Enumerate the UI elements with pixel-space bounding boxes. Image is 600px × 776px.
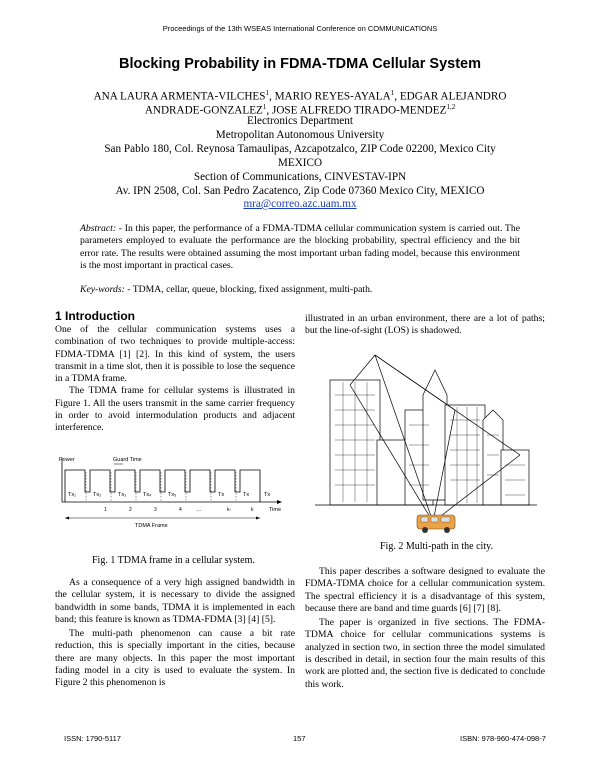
slot-index: ... — [197, 507, 202, 513]
author-5: , JOSE ALFREDO TIRADO-MENDEZ — [266, 104, 447, 117]
footer-isbn: ISBN: 978-960-474-098-7 — [460, 734, 546, 743]
affil-country-1: MEXICO — [277, 157, 323, 169]
intro-paragraph-1: One of the cellular communication systems uses a combination of two techniques to provide multiple-access: FDMA-TDMA [1] [2]. In this kind of system, the users transmit in a time slot, then it is possible to lose the sequence in a TDMA frame. — [55, 324, 295, 385]
affil-address-2: Av. IPN 2508, Col. San Pedro Zacatenco, Zip Code 07360 Mexico City, MEXICO — [115, 185, 485, 197]
intro-paragraph-2: The TDMA frame for cellular systems is illustrated in Figure 1. All the users transmit in the same carrier frequency in order to avoid intermodulation products and adjacent interference. — [55, 385, 295, 434]
building — [377, 440, 409, 505]
intro-paragraph-3: As a consequence of a very high assigned bandwidth in the cellular system, it is necessary to divide the assigned bandwidth in some bands, TDMA it is implemented in each band; this feature is known as TDMA-FDMA [3] [4] [5]. — [55, 577, 295, 625]
affil-section: Section of Communications, CINVESTAV-IPN — [193, 171, 407, 183]
slot-index: 2 — [129, 507, 132, 513]
abstract-label: Abstract: — [80, 223, 117, 234]
figure-1-caption: Fig. 1 TDMA frame in a cellular system. — [92, 555, 255, 566]
affil-email-line — [40, 197, 560, 211]
frame-span-arrow-right — [256, 517, 260, 520]
footer-issn: ISSN: 1790-5117 — [64, 734, 121, 743]
slot-label: Tx — [264, 492, 271, 498]
right-paragraph-2: This paper describes a software designed to evaluate the FDMA-TDMA choice for a cellular communication system. The spectral efficiency it is a disadvantage of this system, because there are band and time guards [6] [7] [8]. — [305, 566, 545, 614]
paper-title: Blocking Probability in FDMA-TDMA Cellular System — [118, 56, 481, 72]
author-1: ANA LAURA ARMENTA-VILCHES — [93, 90, 266, 103]
building — [501, 450, 529, 505]
left-column-bottom — [55, 577, 295, 690]
running-header: Proceedings of the 13th WSEAS International Conference on COMMUNICATIONS — [162, 24, 438, 33]
author-5-affil: 1,2 — [446, 103, 456, 111]
slot-index: 1 — [104, 507, 107, 513]
left-column-top — [55, 324, 295, 435]
figure-2-multipath-city — [305, 350, 545, 540]
right-column-bottom — [305, 566, 545, 691]
affil-dept: Electronics Department — [247, 115, 353, 127]
right-paragraph-1: illustrated in an urban environment, there are a lot of paths; but the line-of-sight (LOS) is shadowed. — [305, 313, 545, 337]
guard-time-label: Guard Time — [113, 457, 142, 463]
right-paragraph-3: The paper is organized in five sections. The FDMA-TDMA choice for cellular communications systems is analyzed in section two, in section three the model simulated is described in detail, in section four the main results of this work are plotted and, the section five is dedicated to conclude this work. — [305, 617, 545, 690]
affil-address-1: San Pablo 180, Col. Reynosa Tamaulipas, Azcapotzalco, ZIP Code 02200, Mexico City — [104, 143, 496, 155]
figure-2-caption: Fig. 2 Multi-path in the city. — [380, 541, 493, 552]
slot-label: Tx — [218, 492, 225, 498]
vehicle-van — [417, 515, 455, 533]
author-1-affil: 1 — [265, 89, 269, 97]
keywords — [80, 284, 520, 296]
author-2: , MARIO REYES-AYALA — [268, 90, 391, 103]
abstract — [80, 223, 520, 272]
footer-page-number: 157 — [293, 734, 306, 743]
slot-label: Tx₅ — [168, 492, 177, 498]
time-axis-arrow — [277, 500, 282, 504]
right-column-top — [305, 313, 545, 338]
building — [483, 410, 503, 505]
time-label: Time — [269, 507, 282, 513]
author-2-affil: 1 — [390, 89, 395, 97]
tower-building — [423, 370, 447, 500]
abstract-text: - In this paper, the performance of a FDMA-TDMA cellular communication system is carried out. The parameters employed to evaluate the performance are the blocking probability, spectral efficiency and the bit error rate. The results were obtained assuming the most important urban fading model, because this environment is the most important in practical cases. — [80, 223, 520, 271]
author-4: ANDRADE-GONZALEZ — [144, 104, 263, 117]
slot-label: Tx₂ — [93, 492, 102, 498]
slot-label: Tx — [243, 492, 250, 498]
keywords-label: Key-words: — [80, 284, 125, 295]
intro-paragraph-4: The multi-path phenomenon can cause a bit rate reduction, this is specially important in the cities, because there are many objects. In this paper the most important fading model in a city is used to evaluate the system. In Figure 2 this phenomenon is — [55, 628, 295, 689]
author-3: , EDGAR ALEJANDRO — [394, 90, 507, 103]
affil-university: Metropolitan Autonomous University — [215, 129, 385, 141]
power-label: Power — [59, 457, 75, 463]
author-4-affil: 1 — [262, 103, 267, 111]
slot-index: k- — [227, 507, 232, 513]
section-heading: 1 Introduction — [55, 309, 135, 323]
slot-label: Tx₃ — [118, 492, 127, 498]
figure-1-tdma-frame — [55, 450, 295, 536]
keywords-text: - TDMA, cellar, queue, blocking, fixed assignment, multi-path. — [124, 284, 373, 295]
slot-index: k — [251, 507, 254, 513]
tdma-frame-label: TDMA Frame — [135, 523, 168, 529]
slot-label: Tx₄ — [143, 492, 152, 498]
slot-label: Tx₁ — [68, 492, 76, 498]
slot-index: 3 — [154, 507, 157, 513]
slot-index: 4 — [179, 507, 182, 513]
email-link[interactable]: mra@correo.azc.uam.mx — [243, 198, 357, 210]
frame-span-arrow-left — [65, 517, 69, 520]
